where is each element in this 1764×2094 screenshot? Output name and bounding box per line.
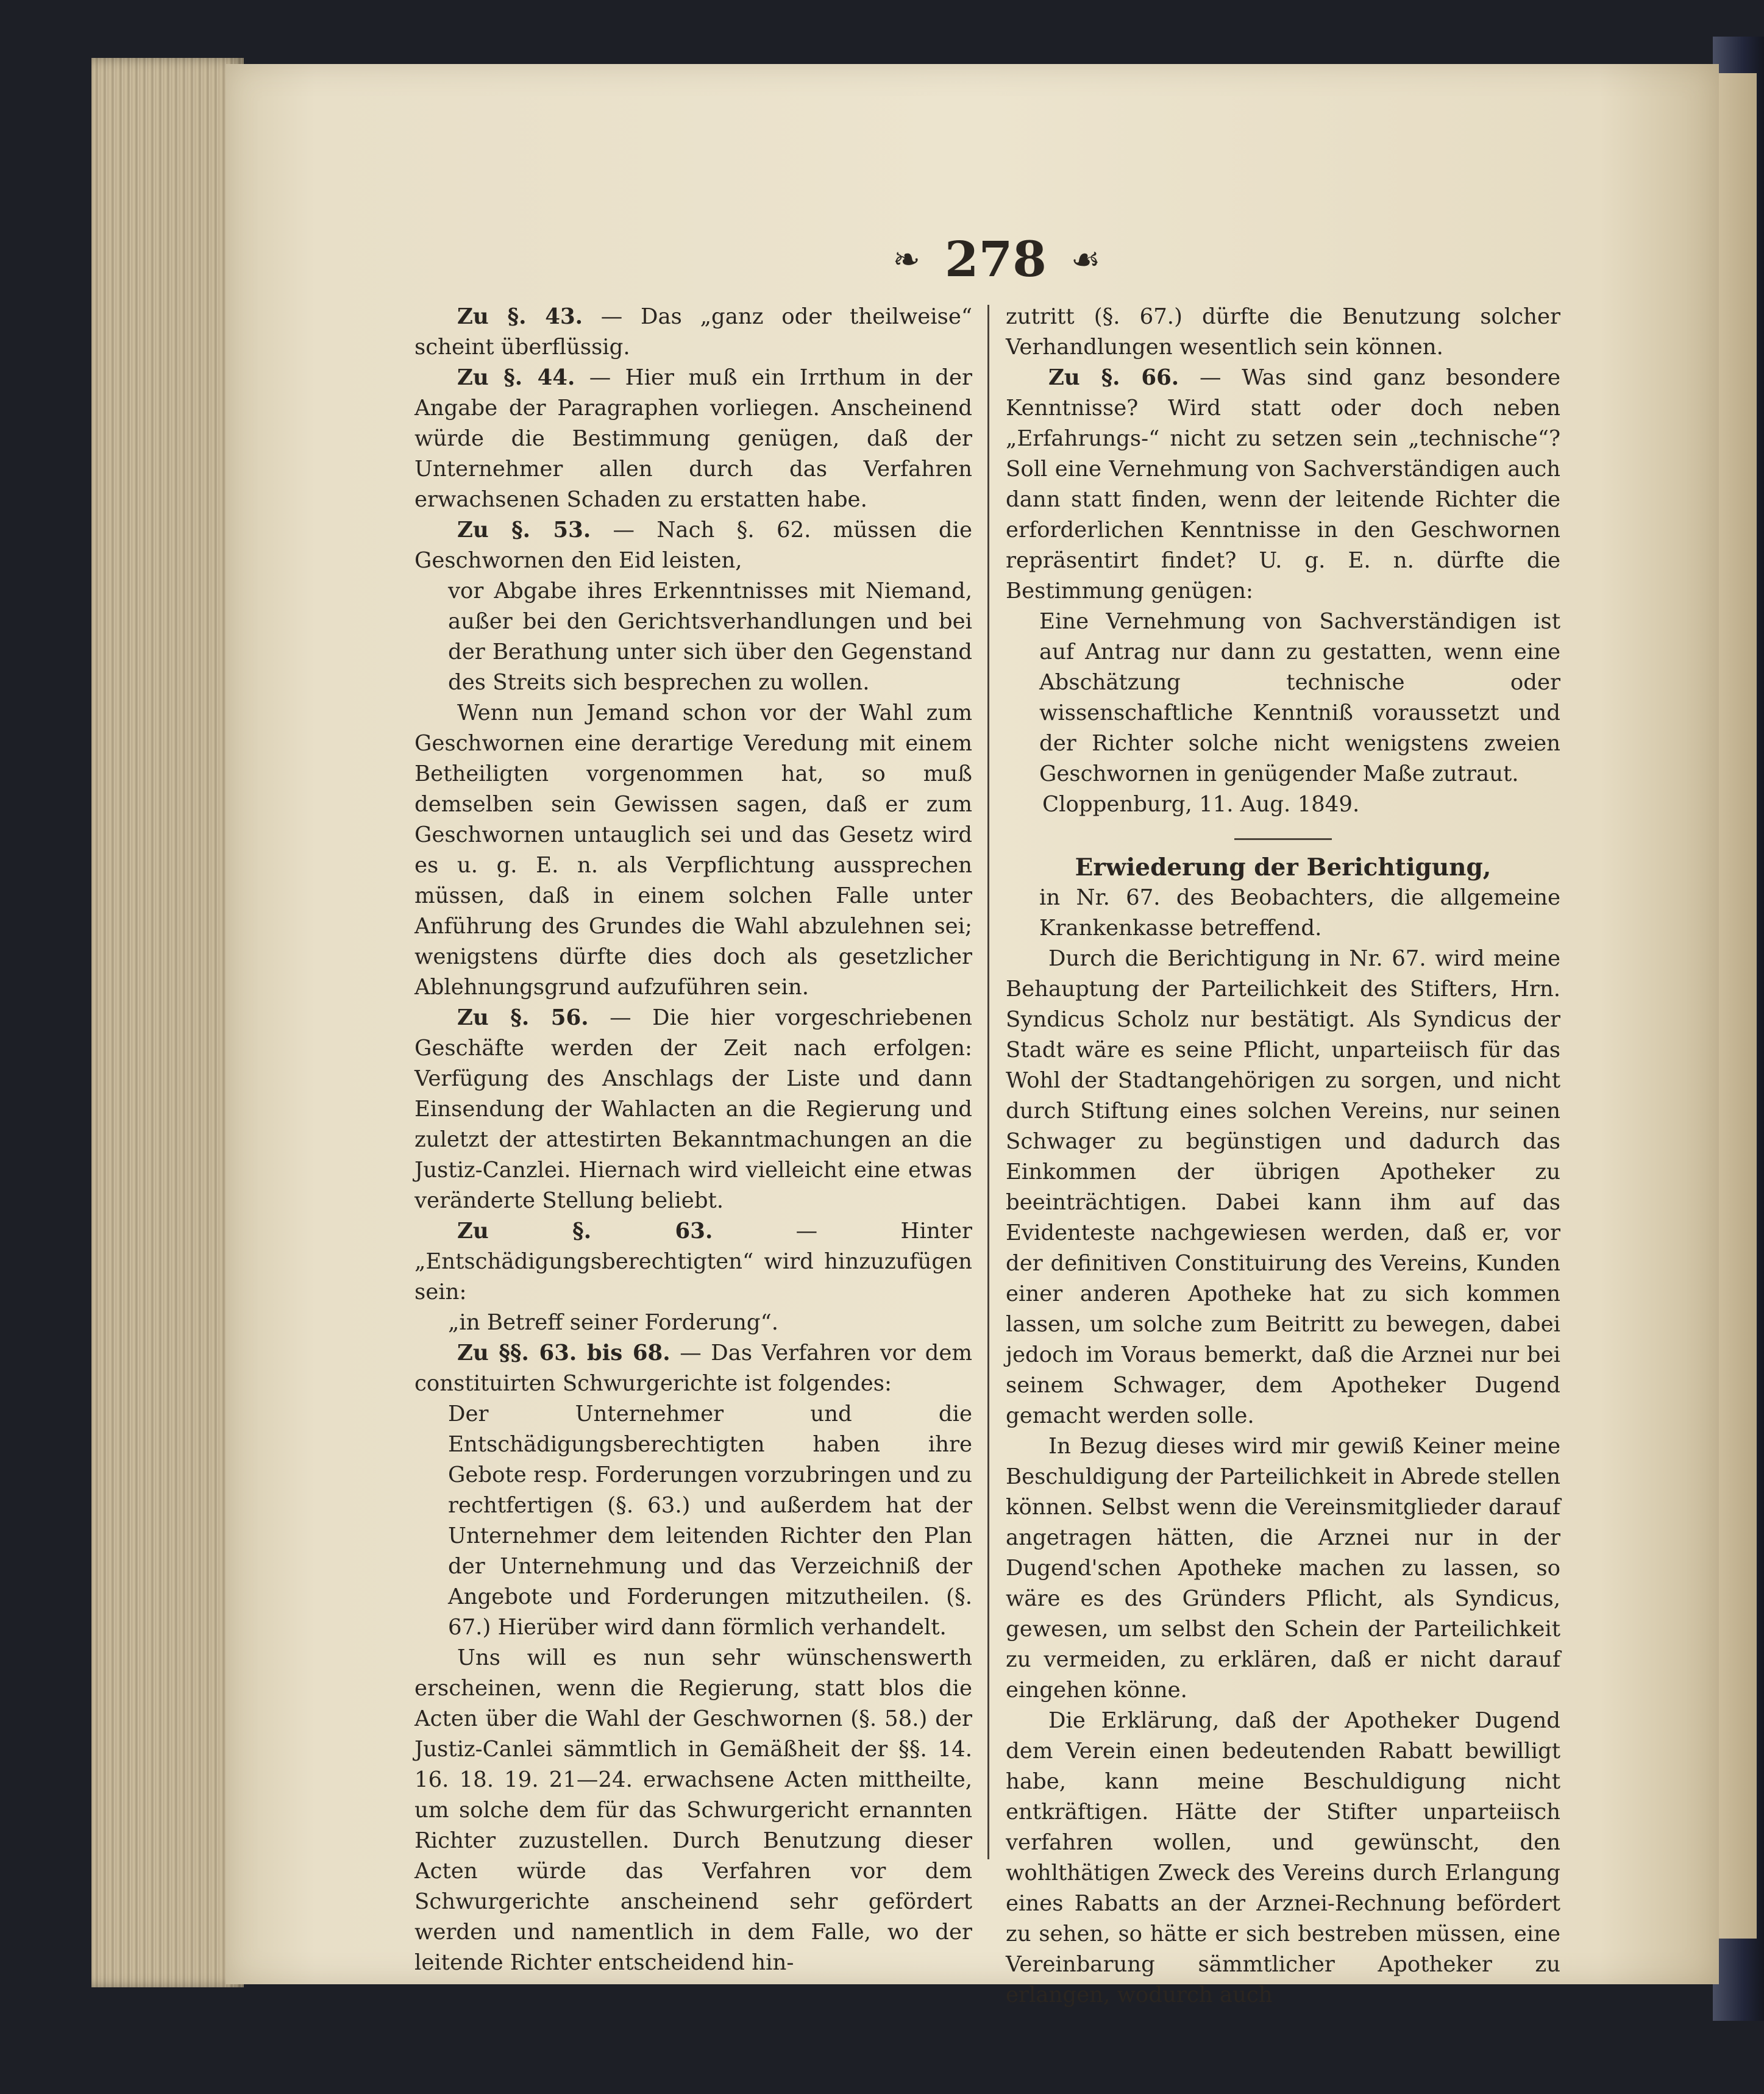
section-text: — Hier muß ein Irrthum in der Angabe der Paragraphen vorliegen. Anscheinend würde die Bestimmung genügen, daß der Unternehmer allen durch das Verfahren erwachsenen Schaden zu erstatten habe. <box>414 365 972 512</box>
quoted-paragraph: Der Unternehmer und die Entschädigungsberechtigten haben ihre Gebote resp. Forderungen vorzubringen und zu rechtfertigen (§. 63.) und außerdem hat der Unternehmer dem leitenden Richter den Plan der Unternehmung und das Verzeichniß der Angebote und Forderungen mitzutheilen. (§. 67.) Hierüber wird dann förmlich verhandelt. <box>448 1401 972 1640</box>
section-paragraph <box>414 363 972 515</box>
section-text: — Was sind ganz besondere Kenntnisse? Wird statt oder doch neben „Erfahrungs-“ nicht zu setzen sein „technische“? Soll eine Vernehmung von Sachverständigen auch dann statt finden, wenn der leitende Richter die erforderlichen Kenntnisse in den Geschwornen repräsentirt findet? U. g. E. n. dürfte die Bestimmung genügen: <box>1006 365 1560 604</box>
section-label: Zu §. 44. <box>457 365 575 390</box>
section-text: — Die hier vorgeschriebenen Geschäfte werden der Zeit nach erfolgen: Verfügung des Anschlags der Liste und dann Einsendung der Wahlacten an die Regierung und zuletzt der attestirten Bekanntmachungen an die Justiz-Canzlei. Hiernach wird vielleicht eine etwas veränderte Stellung beliebt. <box>414 1005 972 1213</box>
section-label: Zu §. 56. <box>457 1005 589 1030</box>
right-column <box>1006 302 1560 2010</box>
quoted-paragraph: „in Betreff seiner Forderung“. <box>448 1310 779 1335</box>
body-paragraph: In Bezug dieses wird mir gewiß Keiner meine Beschuldigung der Parteilichkeit in Abrede stellen können. Selbst wenn die Vereinsmitglieder darauf angetragen hätten, die Arznei nur in der Dugend'schen Apotheke machen zu lassen, so wäre es des Gründers Pflicht, als Syndicus, gewesen, um selbst den Schein der Parteilichkeit zu vermeiden, zu erklären, daß er nicht darauf eingehen könne. <box>1006 1434 1560 1703</box>
section-label: Zu §. 53. <box>457 518 591 543</box>
right-ornament-icon: ☙ <box>1070 240 1101 279</box>
section-label: Zu §. 63. <box>457 1219 713 1244</box>
section-paragraph <box>414 515 972 576</box>
quoted-paragraph: Eine Vernehmung von Sachverständigen ist auf Antrag nur dann zu gestatten, wenn eine Abschätzung technische oder wissenschaftliche Kenntniß voraussetzt und der Richter solche nicht wenigstens zweien Geschwornen in genügender Maße zutraut. <box>1039 609 1560 786</box>
body-paragraph: Uns will es nun sehr wünschenswerth erscheinen, wenn die Regierung, statt blos die Acten über die Wahl der Geschwornen (§. 58.) der Justiz-Canlei sämmtlich in Gemäßheit der §§. 14. 16. 18. 19. 21—24. erwachsene Acten mittheilte, um solche dem für das Schwurgericht ernannten Richter zuzustellen. Durch Benutzung dieser Acten würde das Verfahren vor dem Schwurgerichte anscheinend sehr gefördert werden und namentlich in dem Falle, wo der leitende Richter entscheidend hin- <box>414 1645 972 1975</box>
section-text: — Hinter „Entschädigungsberechtigten“ wird hinzuzufügen sein: <box>414 1219 972 1305</box>
book-page-stack <box>91 58 244 1987</box>
body-paragraph: Wenn nun Jemand schon vor der Wahl zum Geschwornen eine derartige Veredung mit einem Betheiligten vorgenommen hat, so muß demselben sein Gewissen sagen, daß er zum Geschwornen untauglich sei und das Gesetz wird es u. g. E. n. als Verpflichtung aussprechen müssen, daß in einem solchen Falle unter Anführung des Grundes die Wahl abzulehnen sei; wenigstens dürfte dies doch als gesetzlicher Ablehnungsgrund aufzuführen sein. <box>414 700 972 1000</box>
facing-page-edge <box>1714 73 1757 1939</box>
section-text: — Nach §. 62. müssen die Geschwornen den Eid leisten, <box>414 518 972 573</box>
page-number: 278 <box>944 230 1047 288</box>
section-text: — Das „ganz oder theilweise“ scheint überflüssig. <box>414 304 972 360</box>
section-paragraph <box>414 1003 972 1216</box>
section-label: Zu §. 66. <box>1048 365 1179 390</box>
left-column <box>414 302 972 1978</box>
section-paragraph <box>1006 363 1560 607</box>
body-paragraph: Die Erklärung, daß der Apotheker Dugend dem Verein einen bedeutenden Rabatt bewilligt habe, kann meine Beschuldigung nicht entkräftigen. Hätte der Stifter unparteiisch verfahren wollen, und gewünscht, den wohlthätigen Zweck des Vereins durch Erlangung eines Rabatts an der Arznei-Rechnung befördert zu sehen, so hätte er sich bestreben müssen, eine Vereinbarung sämmtlicher Apotheker zu erlangen, wodurch auch <box>1006 1708 1560 2007</box>
page-header <box>826 232 1167 287</box>
article-heading: Erwiederung der Berichtigung, <box>1075 853 1492 881</box>
column-divider <box>987 305 989 1859</box>
left-ornament-icon: ❧ <box>892 240 920 279</box>
body-paragraph: Durch die Berichtigung in Nr. 67. wird meine Behauptung der Parteilichkeit des Stifters, Hrn. Syndicus Scholz nur bestätigt. Als Syndicus der Stadt wäre es seine Pflicht, unparteiisch für das Wohl der Stadtangehörigen zu sorgen, und nicht durch Stiftung eines solchen Vereins, nur seinen Schwager zu begünstigen und dadurch das Einkommen der übrigen Apotheker zu beeinträchtigen. Dabei kann ihm auf das Evidenteste nachgewiesen werden, daß er, vor der definitiven Constituirung des Vereins, Kunden einer anderen Apotheke hat zu sich kommen lassen, um solche zum Beitritt zu bewegen, dabei jedoch im Voraus bemerkt, daß die Arznei nur bei seinem Schwager, dem Apotheker Dugend gemacht werden solle. <box>1006 946 1560 1428</box>
section-paragraph <box>414 1338 972 1399</box>
section-text: — Das Verfahren vor dem constituirten Schwurgerichte ist folgendes: <box>414 1341 972 1396</box>
continuation-paragraph: zutritt (§. 67.) dürfte die Benutzung solcher Verhandlungen wesentlich sein können. <box>1006 304 1560 360</box>
quoted-paragraph: in Nr. 67. des Beobachters, die allgemeine Krankenkasse betreffend. <box>1039 885 1560 941</box>
section-paragraph <box>414 1216 972 1308</box>
section-paragraph <box>414 302 972 363</box>
section-label: Zu §. 43. <box>457 304 583 329</box>
quoted-paragraph: vor Abgabe ihres Erkenntnisses mit Niemand, außer bei den Gerichtsverhandlungen und bei der Berathung unter sich über den Gegenstand des Streits sich besprechen zu wollen. <box>448 579 972 695</box>
place-date-line: Cloppenburg, 11. Aug. 1849. <box>1042 792 1360 817</box>
section-rule <box>1234 838 1332 840</box>
section-label: Zu §§. 63. bis 68. <box>457 1341 670 1366</box>
